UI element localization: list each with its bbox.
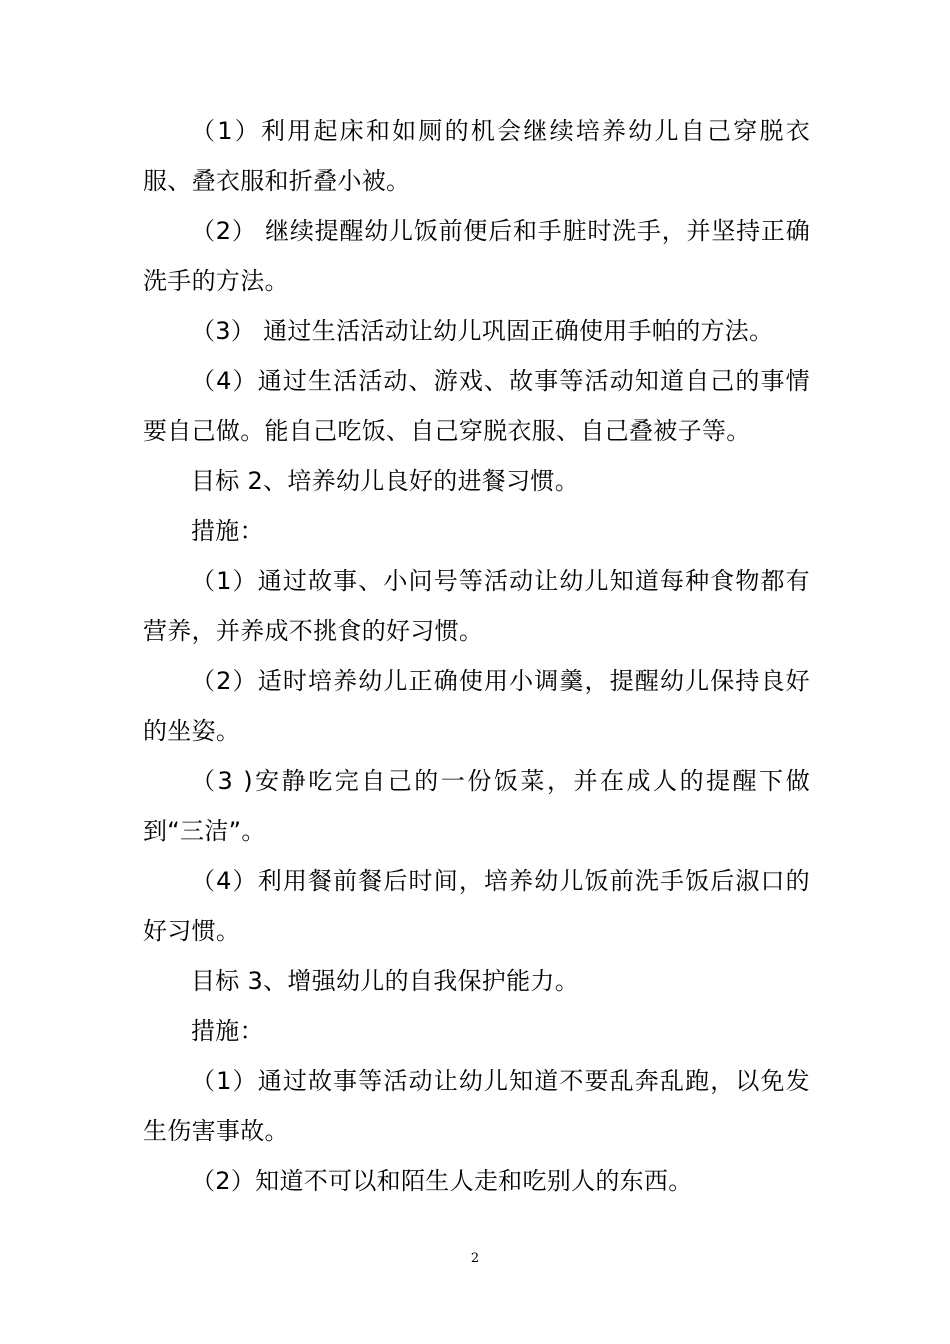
paragraph-14: （2）知道不可以和陌生人走和吃别人的东西。 bbox=[191, 1167, 693, 1195]
paragraph-10: （4）利用餐前餐后时间，培养幼儿饭前洗手饭后淑口的好习惯。 bbox=[143, 867, 810, 945]
goal-3-heading: 目标 3、增强幼儿的自我保护能力。 bbox=[191, 967, 579, 995]
paragraph-7: （1）通过故事、小问号等活动让幼儿知道每种食物都有营养，并养成不挑食的好习惯。 bbox=[143, 567, 810, 645]
paragraph-8: （2）适时培养幼儿正确使用小调羹，提醒幼儿保持良好的坐姿。 bbox=[143, 667, 810, 745]
paragraph-4: （4）通过生活活动、游戏、故事等活动知道自己的事情要自己做。能自己吃饭、自己穿脱衣服、自己叠被子等。 bbox=[143, 367, 810, 445]
document-body bbox=[143, 106, 810, 1206]
measures-label-1: 措施： bbox=[191, 517, 264, 545]
paragraph-13: （1）通过故事等活动让幼儿知道不要乱奔乱跑，以免发生伤害事故。 bbox=[143, 1067, 810, 1145]
page-number: 2 bbox=[470, 1251, 480, 1266]
measures-label-2: 措施： bbox=[191, 1017, 264, 1045]
paragraph-1: （1）利用起床和如厕的机会继续培养幼儿自己穿脱衣服、叠衣服和折叠小被。 bbox=[143, 117, 810, 195]
paragraph-2: （2） 继续提醒幼儿饭前便后和手脏时洗手，并坚持正确洗手的方法。 bbox=[143, 217, 810, 295]
paragraph-3: （3） 通过生活活动让幼儿巩固正确使用手帕的方法。 bbox=[191, 317, 774, 345]
goal-2-heading: 目标 2、培养幼儿良好的进餐习惯。 bbox=[191, 467, 579, 495]
paragraph-9: （3 )安静吃完自己的一份饭菜，并在成人的提醒下做到“三洁”。 bbox=[143, 767, 810, 845]
